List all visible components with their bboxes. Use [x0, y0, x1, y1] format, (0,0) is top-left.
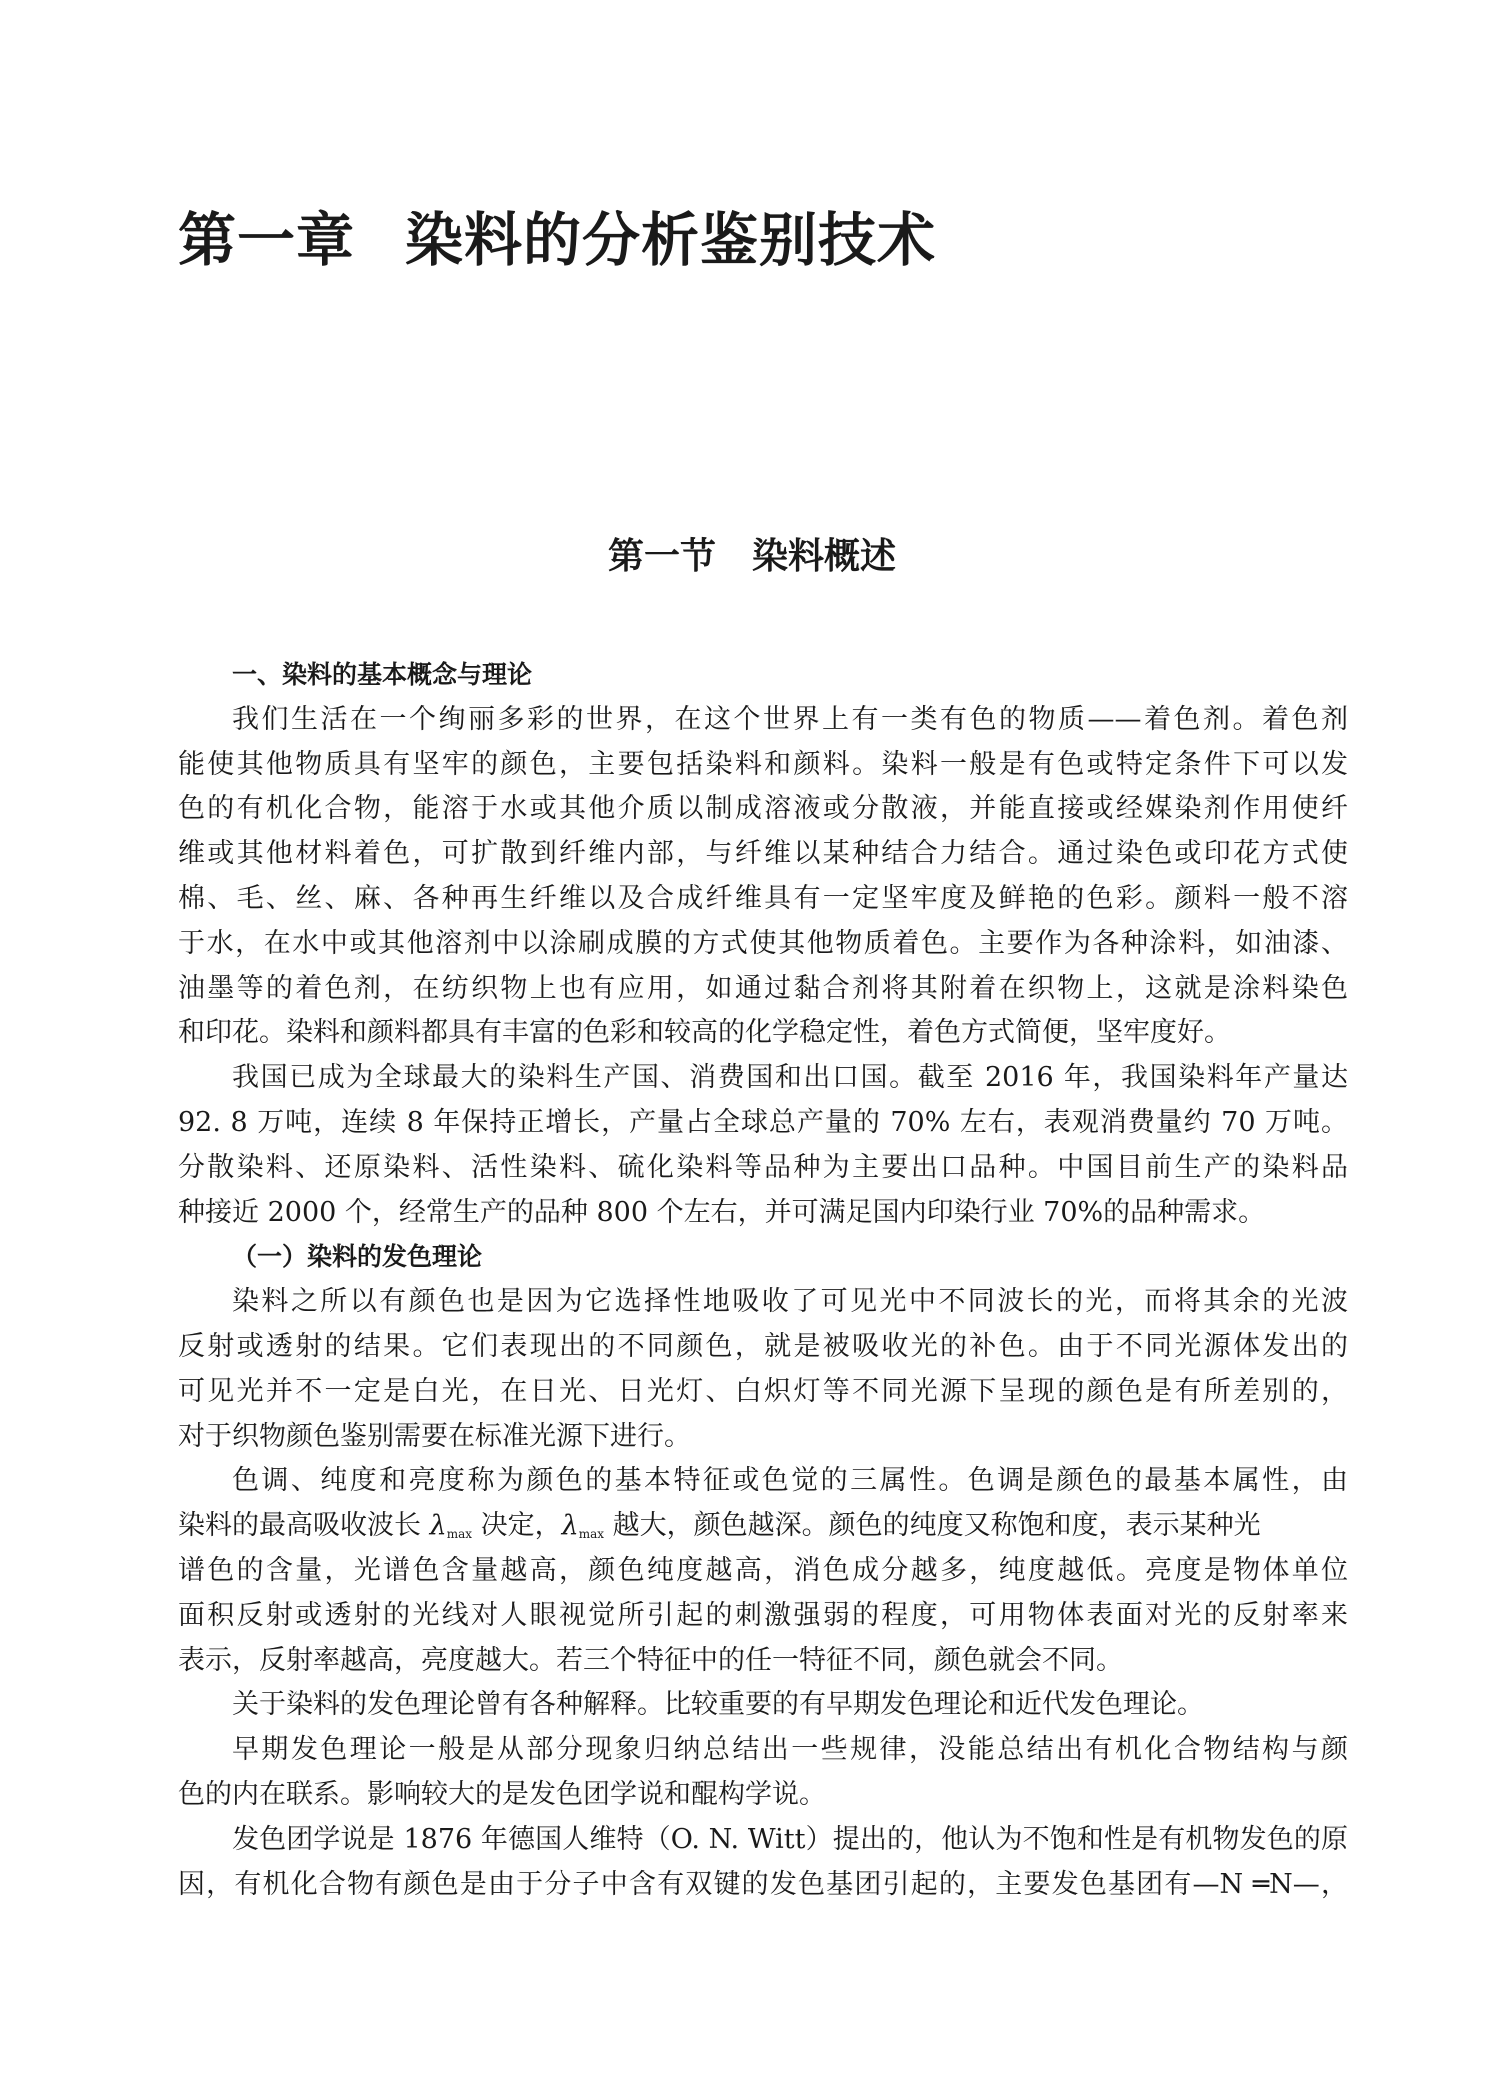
text-line: 表示，反射率越高，亮度越大。若三个特征中的任一特征不同，颜色就会不同。 — [178, 1644, 1123, 1676]
lambda-subscript: max — [578, 1527, 605, 1542]
text-line: 反射或透射的结果。它们表现出的不同颜色，就是被吸收光的补色。由于不同光源体发出的 — [178, 1330, 1348, 1362]
text-line: 对于织物颜色鉴别需要在标准光源下进行。 — [178, 1420, 691, 1452]
text-line: 早期发色理论一般是从部分现象归纳总结出一些规律，没能总结出有机化合物结构与颜 — [232, 1734, 1348, 1766]
body-text — [178, 653, 1348, 1907]
text-line: 维或其他材料着色，可扩散到纤维内部，与纤维以某种结合力结合。通过染色或印花方式使 — [178, 838, 1348, 870]
text-line: 于水，在水中或其他溶剂中以涂刷成膜的方式使其他物质着色。主要作为各种涂料，如油漆、 — [178, 927, 1348, 959]
text-line: 我们生活在一个绚丽多彩的世界，在这个世界上有一类有色的物质——着色剂。着色剂 — [232, 703, 1348, 735]
paragraph-color-attributes — [178, 1459, 1348, 1683]
text-line: 谱色的含量，光谱色含量越高，颜色纯度越高，消色成分越多，纯度越低。亮度是物体单位 — [178, 1554, 1348, 1586]
text-line: 色的内在联系。影响较大的是发色团学说和醌构学说。 — [178, 1778, 826, 1810]
paragraph-chromophore-theory — [178, 1818, 1348, 1908]
text-line: 我国已成为全球最大的染料生产国、消费国和出口国。截至 2016 年，我国染料年产量达 — [232, 1062, 1348, 1094]
text-line: 色的有机化合物，能溶于水或其他介质以制成溶液或分散液，并能直接或经媒染剂作用使纤 — [178, 793, 1348, 825]
text-line: 棉、毛、丝、麻、各种再生纤维以及合成纤维具有一定坚牢度及鲜艳的色彩。颜料一般不溶 — [178, 882, 1348, 914]
chapter-title — [178, 200, 936, 280]
chapter-number: 第一章 — [178, 206, 356, 274]
paragraph-theories-intro — [178, 1683, 1348, 1728]
section-number: 第一节 — [607, 536, 716, 577]
subsection-heading-color-theory: （一）染料的发色理论 — [232, 1242, 483, 1272]
text-line: 种接近 2000 个，经常生产的品种 800 个左右，并可满足国内印染行业 70%的品种需求。 — [178, 1196, 1266, 1228]
text-fragment: 决定， — [472, 1510, 562, 1542]
text-line: 能使其他物质具有坚牢的颜色，主要包括染料和颜料。染料一般是有色或特定条件下可以发 — [178, 748, 1348, 780]
subsection-heading-basic-concepts: 一、染料的基本概念与理论 — [232, 660, 533, 689]
paragraph-early-theory — [178, 1728, 1348, 1818]
section-title — [0, 532, 1504, 582]
lambda-glyph: λ — [561, 1510, 579, 1542]
text-line: 油墨等的着色剂，在纺织物上也有应用，如通过黏合剂将其附着在织物上，这就是涂料染色 — [178, 972, 1348, 1004]
text-line: 和印花。染料和颜料都具有丰富的色彩和较高的化学稳定性，着色方式简便，坚牢度好。 — [178, 1017, 1231, 1049]
lambda-subscript: max — [446, 1527, 473, 1542]
section-name: 染料概述 — [752, 536, 897, 577]
text-line: 染料之所以有颜色也是因为它选择性地吸收了可见光中不同波长的光，而将其余的光波 — [232, 1286, 1348, 1318]
lambda-max-symbol — [430, 1510, 472, 1541]
lambda-max-symbol — [562, 1510, 604, 1541]
text-line-with-lambda — [178, 1504, 1348, 1549]
chapter-name: 染料的分析鉴别技术 — [405, 206, 937, 274]
paragraph-china-production — [178, 1056, 1348, 1235]
text-line: 面积反射或透射的光线对人眼视觉所引起的刺激强弱的程度，可用物体表面对光的反射率来 — [178, 1599, 1348, 1631]
text-line: 分散染料、还原染料、活性染料、硫化染料等品种为主要出口品种。中国目前生产的染料品 — [178, 1151, 1348, 1183]
text-fragment: 越大，颜色越深。颜色的纯度又称饱和度，表示某种光 — [604, 1510, 1261, 1542]
text-line: 92. 8 万吨，连续 8 年保持正增长，产量占全球总产量的 70% 左右，表观消费量约 70 万吨。 — [178, 1106, 1348, 1138]
text-line: 可见光并不一定是白光，在日光、日光灯、白炽灯等不同光源下呈现的颜色是有所差别的， — [178, 1375, 1348, 1407]
paragraph-why-dyes-colored — [178, 1280, 1348, 1459]
lambda-glyph: λ — [429, 1510, 447, 1542]
text-line: 因，有机化合物有颜色是由于分子中含有双键的发色基团引起的，主要发色基团有—N ═N—， — [178, 1868, 1348, 1900]
text-fragment: 染料的最高吸收波长 — [178, 1510, 430, 1542]
paragraph-colorants — [178, 698, 1348, 1056]
text-line: 发色团学说是 1876 年德国人维特（O. N. Witt）提出的，他认为不饱和性是有机物发色的原 — [232, 1823, 1348, 1855]
text-line: 关于染料的发色理论曾有各种解释。比较重要的有早期发色理论和近代发色理论。 — [232, 1689, 1204, 1721]
text-line: 色调、纯度和亮度称为颜色的基本特征或色觉的三属性。色调是颜色的最基本属性，由 — [232, 1465, 1348, 1497]
